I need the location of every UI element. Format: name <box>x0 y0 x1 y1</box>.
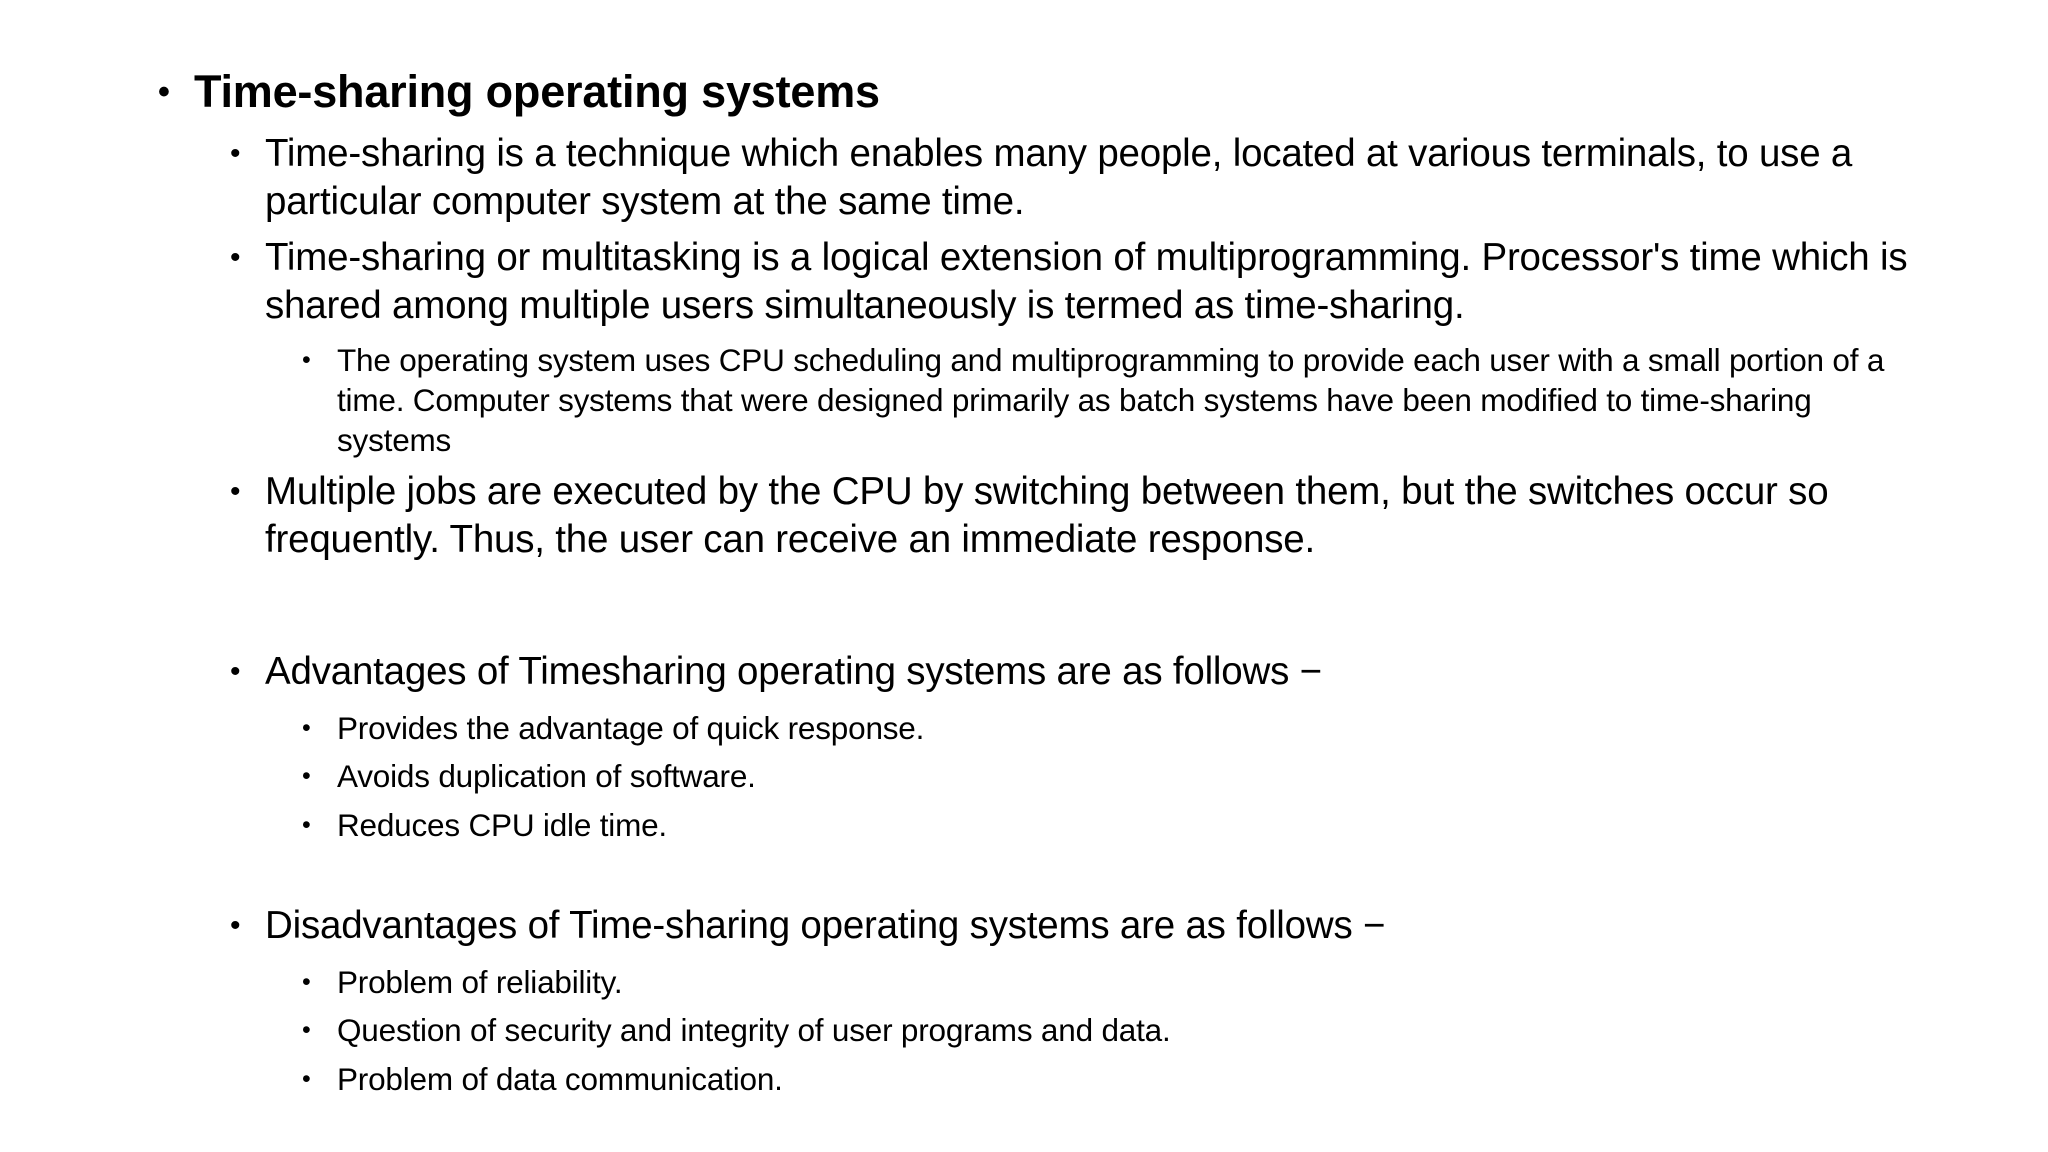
advantage-item <box>302 756 1922 796</box>
subpoint-cpu-scheduling <box>302 340 1922 460</box>
bullet-icon: • <box>302 714 311 742</box>
point-multiple-jobs <box>230 468 1910 564</box>
advantage-text: Reduces CPU idle time. <box>337 807 667 843</box>
point-text: Time-sharing or multitasking is a logical extension of multiprogramming. Processor's time which is shared among multiple users simultaneously is termed as time-sharing. <box>265 236 1908 327</box>
bullet-icon: • <box>230 655 241 688</box>
bullet-icon: • <box>302 346 311 374</box>
point-text: Time-sharing is a technique which enables many people, located at various terminals, to use a particular computer system at the same time. <box>265 132 1853 223</box>
point-text: Multiple jobs are executed by the CPU by switching between them, but the switches occur so frequently. Thus, the user can receive an immediate response. <box>265 470 1829 561</box>
bullet-icon: • <box>302 811 311 839</box>
slide-title-item <box>158 64 1958 120</box>
disadvantage-item <box>302 1059 1922 1099</box>
bullet-icon: • <box>230 909 241 942</box>
bullet-icon: • <box>302 1016 311 1044</box>
slide-title: Time-sharing operating systems <box>194 66 880 117</box>
disadvantages-heading-item <box>230 902 1910 950</box>
advantages-heading-item <box>230 648 1910 696</box>
bullet-icon: • <box>158 73 170 111</box>
bullet-icon: • <box>230 475 241 508</box>
advantage-text: Avoids duplication of software. <box>337 758 756 794</box>
bullet-icon: • <box>302 968 311 996</box>
advantage-item <box>302 805 1922 845</box>
advantages-heading: Advantages of Timesharing operating systems are as follows − <box>265 650 1322 693</box>
disadvantage-item <box>302 962 1922 1002</box>
disadvantage-text: Question of security and integrity of user programs and data. <box>337 1012 1171 1048</box>
subpoint-text: The operating system uses CPU scheduling and multiprogramming to provide each user with a small portion of a time. Computer systems that were designed primarily as batch systems have been modified to time-sharing systems <box>337 342 1885 458</box>
advantage-text: Provides the advantage of quick response. <box>337 710 925 746</box>
bullet-icon: • <box>230 241 241 274</box>
disadvantage-text: Problem of data communication. <box>337 1061 783 1097</box>
disadvantage-text: Problem of reliability. <box>337 964 623 1000</box>
disadvantages-heading: Disadvantages of Time-sharing operating systems are as follows − <box>265 904 1386 947</box>
point-time-sharing-definition <box>230 130 1910 226</box>
bullet-icon: • <box>230 137 241 170</box>
advantage-item <box>302 708 1922 748</box>
bullet-icon: • <box>302 762 311 790</box>
bullet-icon: • <box>302 1065 311 1093</box>
disadvantage-item <box>302 1010 1922 1050</box>
point-multitasking-extension <box>230 234 1910 330</box>
